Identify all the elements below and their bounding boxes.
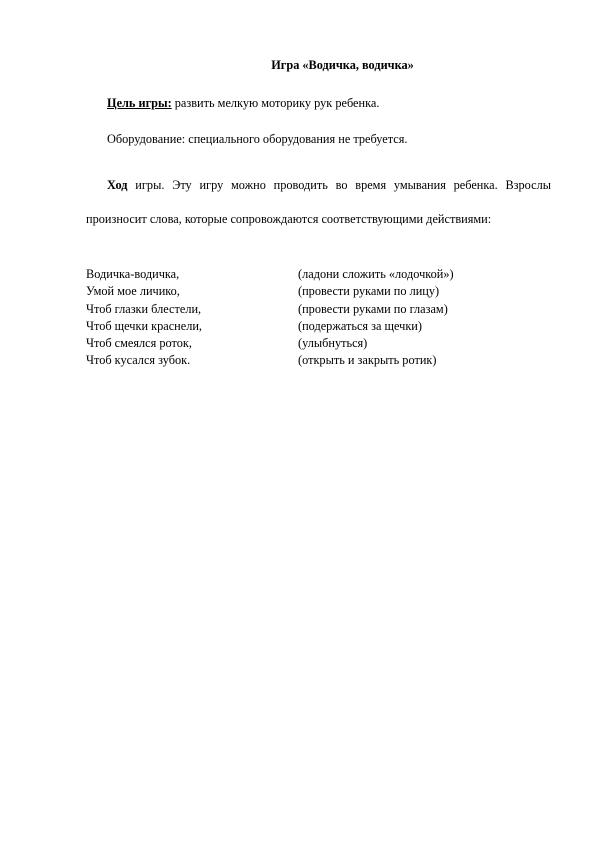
goal-label: Цель игры: bbox=[107, 96, 172, 110]
verse-row bbox=[86, 266, 506, 283]
verse-line: Чтоб смеялся роток, bbox=[86, 336, 192, 351]
verse-row bbox=[86, 318, 506, 335]
goal-text: развить мелкую моторику рук ребенка. bbox=[171, 96, 380, 110]
verse-action: (улыбнуться) bbox=[298, 336, 368, 351]
verse-row bbox=[86, 352, 506, 369]
verse-block bbox=[86, 266, 506, 370]
document-title: Игра «Водичка, водичка» bbox=[271, 58, 414, 72]
verse-line: Чтоб кусался зубок. bbox=[86, 353, 191, 368]
verse-action: (ладони сложить «лодочкой») bbox=[298, 267, 454, 281]
course-paragraph bbox=[86, 168, 551, 236]
verse-row bbox=[86, 283, 506, 300]
verse-action: (открыть и закрыть ротик) bbox=[298, 353, 437, 368]
equipment-paragraph: Оборудование: специального оборудования не требуется. bbox=[107, 132, 408, 146]
verse-line: Умой мое личико, bbox=[86, 284, 180, 299]
verse-action: (провести руками по лицу) bbox=[298, 284, 440, 299]
verse-action: (подержаться за щечки) bbox=[298, 318, 422, 333]
verse-line: Чтоб глазки блестели, bbox=[86, 301, 202, 316]
course-label: Ход bbox=[107, 178, 128, 192]
course-text: игры. Эту игру можно проводить во время умывания ребенка. Взрослы произносит слова, которые сопровождаются соответствующими действиями: bbox=[86, 178, 551, 226]
verse-line: Чтоб щечки краснели, bbox=[86, 318, 202, 333]
verse-row bbox=[86, 335, 506, 352]
verse-row bbox=[86, 301, 506, 318]
goal-paragraph bbox=[107, 96, 379, 111]
verse-line: Водичка-водичка, bbox=[86, 267, 180, 281]
verse-action: (провести руками по глазам) bbox=[298, 301, 448, 316]
